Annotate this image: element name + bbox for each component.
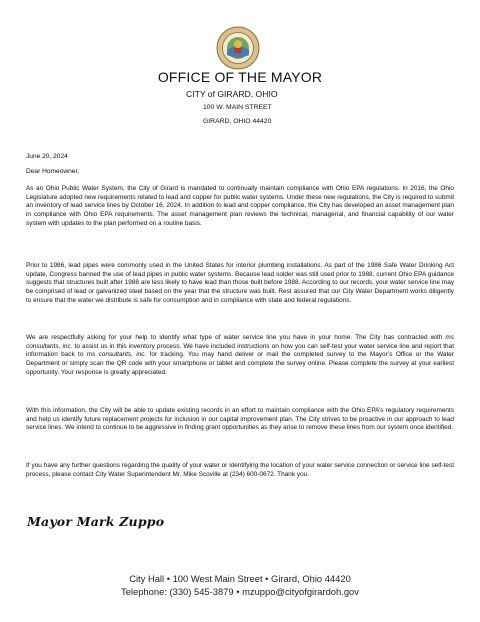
paragraph-records: With this information, the City will be able to update existing records in an effort to maintain compliance with the Ohio EPA’s regulatory requirements and help us identify future replacement projects for inclusion in our capital improvement plan. The City strives to be proactive in our approach to lead service lines. We intend to continue to be aggressive in finding grant opportunities as they arise to remove these lines from our system once identified. bbox=[26, 407, 454, 432]
letter-greeting: Dear Homeowner, bbox=[26, 168, 80, 175]
page-title: OFFICE OF THE MAYOR bbox=[157, 69, 323, 85]
paragraph-history: Prior to 1986, lead pipes were commonly used in the United States for interior plumbing installations. As part of the 1986 Safe Water Drinking Act update, Congress banned the use of lead pipes in public water systems. Because lead solder was still used prior to 1988, current Ohio EPA guidance suggests that structures built after 1988 are less likely to have lead than those built before 1988. According to our records, your water service line may be comprised of lead or galvanized steel based on the year that the structure was built. Rest assured that our City Water Department works diligently to ensure that the water we distribute is safe for consumption and in compliance with state and federal regulations. bbox=[26, 262, 454, 304]
city-seal-logo bbox=[216, 26, 260, 70]
footer-contact: Telephone: (330) 545-3879 • mzuppo@cityofgirardoh.gov bbox=[121, 586, 359, 597]
city-name: CITY of GIRARD, OHIO bbox=[186, 89, 278, 99]
paragraph-compliance: As an Ohio Public Water System, the City of Girard is mandated to continually maintain compliance with Ohio EPA regulations. In 2016, the Ohio Legislature adopted new requirements related to lead and copper for public water systems. Under these new regulations, the City is required to submit an inventory of lead service lines by October 16, 2024. In addition to lead and copper compliance, the City has developed an asset management plan in compliance with Ohio EPA requirements. The asset management plan reviews the technical, managerial, and financial capability of our water system with updates to the plan performed on a routine basis. bbox=[26, 185, 454, 227]
footer-address: City Hall • 100 West Main Street • Girard, Ohio 44420 bbox=[129, 573, 351, 584]
paragraph-request bbox=[26, 334, 454, 378]
p3-text-a: We are respectfully asking for your help to identify what type of water service line you have in your home. The City has contracted with bbox=[26, 334, 446, 341]
p3-text-c: for tracking. You may hand deliver or mail the completed survey to the Mayor’s Office or the Water Department or simply scan the QR code with your smartphone or tablet and complete the survey online. Please complete the survey at your earliest opportunity. Your response is greatly appreciated. bbox=[26, 351, 454, 376]
letter-date: June 20, 2024 bbox=[26, 153, 68, 160]
consultant-name: ms consultants, inc. bbox=[86, 351, 147, 359]
paragraph-contact: If you have any further questions regarding the quality of your water or identifying the location of your water service connection or service line self-test process, please contact City Water Superintendent Mr. Mike Scoville at (234) 600-0672. Thank you. bbox=[26, 462, 454, 478]
consultant-name: ms consultants, inc. bbox=[26, 334, 454, 350]
signature: Mayor Mark Zuppo bbox=[27, 514, 165, 529]
street-address: 100 W. MAIN STREET bbox=[203, 104, 272, 111]
p3-text-b: to assist us in this inventory process. We have included instructions on how you can self-test your water service line and report that information back to bbox=[26, 342, 454, 359]
city-zip: GIRARD, OHIO 44420 bbox=[203, 118, 272, 125]
